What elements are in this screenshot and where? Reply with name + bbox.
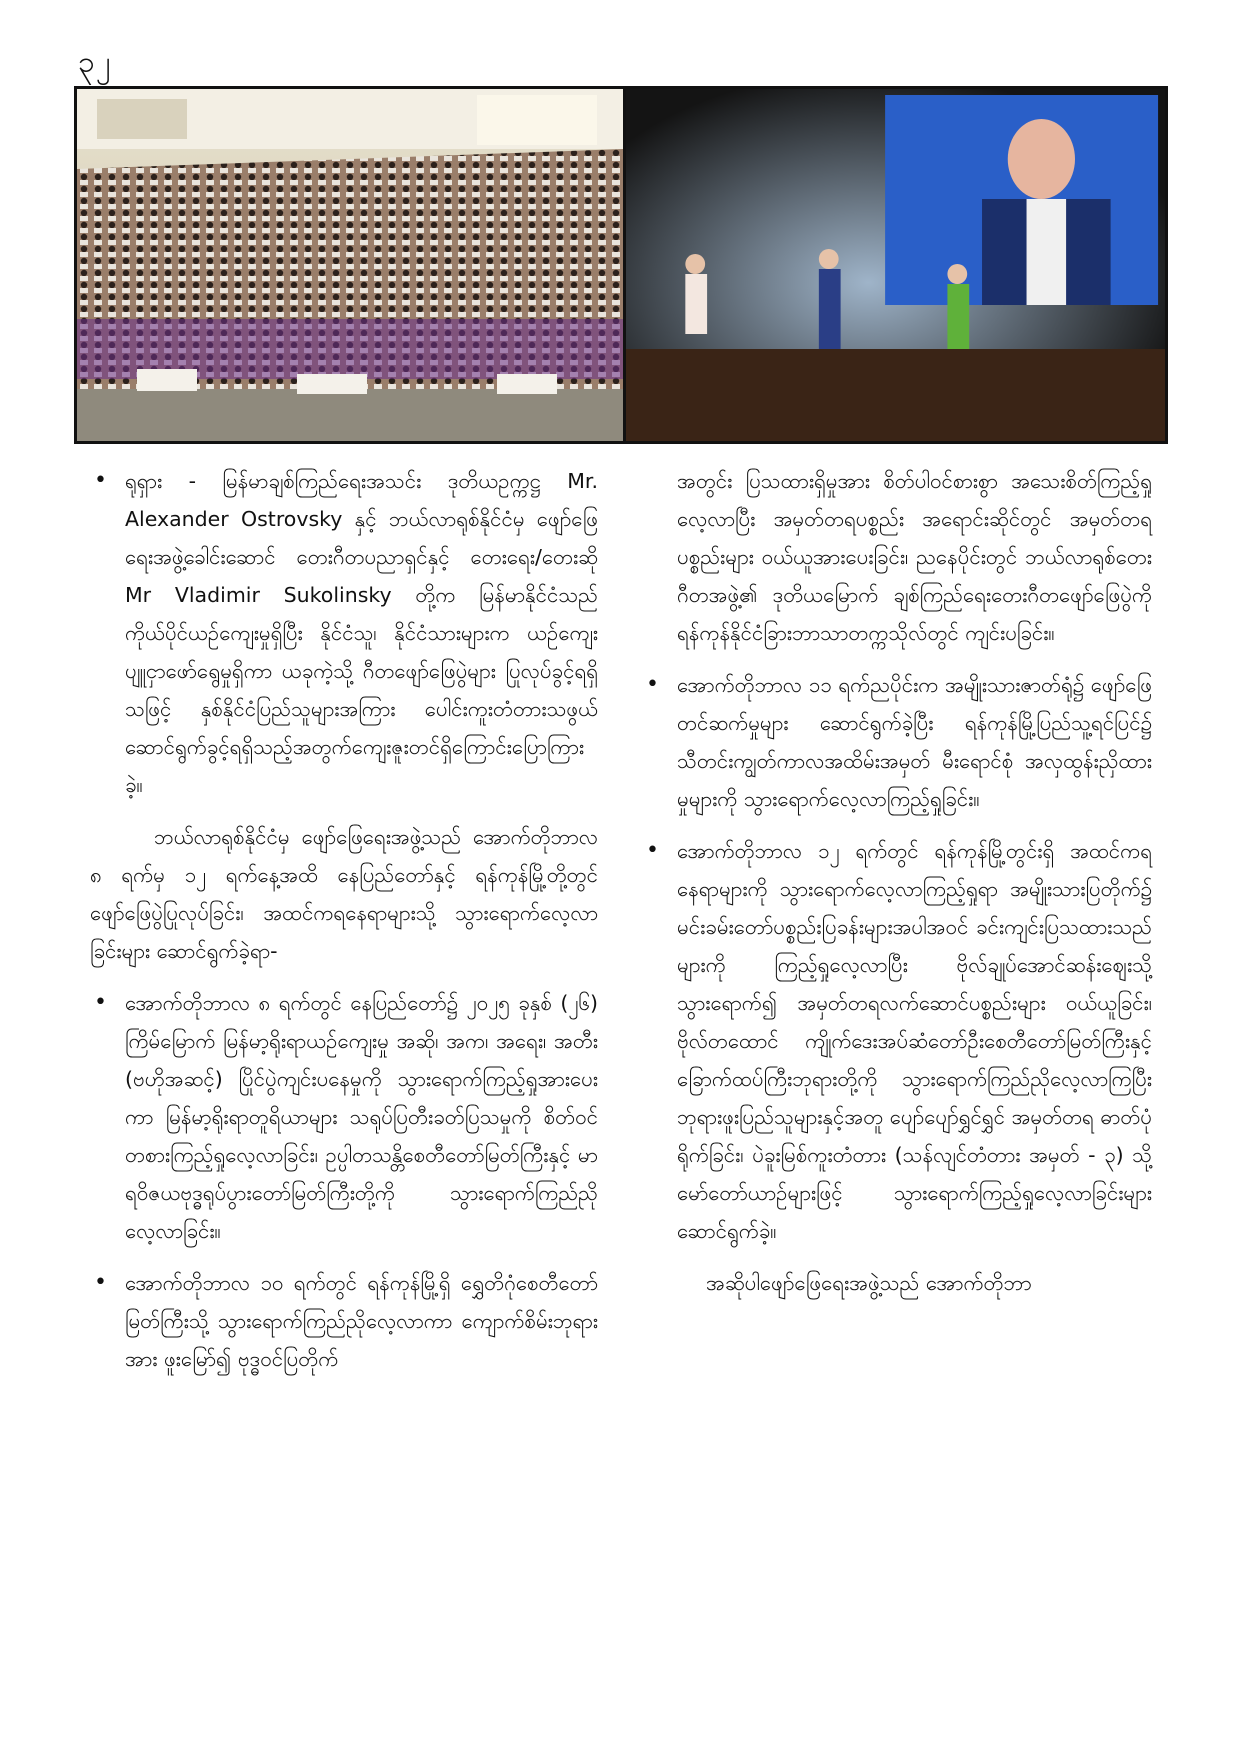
stage-performance-photo	[626, 89, 1165, 441]
bullet-paragraph: • အောက်တိုဘာလ ၁၂ ရက်တွင် ရန်ကုန်မြို့တွင်းရှိ အထင်ကရနေရာများကို သွားရောက်လေ့လာကြည့်ရှုရာ အမျိုးသားပြတိုက်၌ မင်းခမ်းတော်ပစ္စည်းပြခန်းများအပါအဝင် ခင်းကျင်းပြသထားသည်များကို ကြည့်ရှုလေ့လာပြီး ဗိုလ်ချုပ်အောင်ဆန်းဈေးသို့ သွားရောက်၍ အမှတ်တရလက်ဆောင်ပစ္စည်းများ ဝယ်ယူခြင်း၊ ဗိုလ်တထောင် ကျိုက်ဒေးအပ်ဆံတော်ဦးစေတီတော်မြတ်ကြီးနှင့် ခြောက်ထပ်ကြီးဘုရားတို့ကို သွားရောက်ကြည်ညိုလေ့လာကြပြီး ဘုရားဖူးပြည်သူများနှင့်အတူ ပျော်ပျော်ရွှင်ရွှင် အမှတ်တရ ဓာတ်ပုံရိုက်ခြင်း၊ ပဲခူးမြစ်ကူးတံတား (သန်လျင်တံတား အမှတ် - ၃) သို့ မော်တော်ယာဉ်များဖြင့် သွားရောက်ကြည့်ရှုလေ့လာခြင်းများ ဆောင်ရွက်ခဲ့။	[642, 832, 1152, 1250]
bullet-paragraph: • ရုရှား - မြန်မာချစ်ကြည်ရေးအသင်း ဒုတိယဥက္ကဋ္ဌ Mr. Alexander Ostrovsky နှင့် ဘယ်လာရုစ်နိုင်ငံမှ ဖျော်ဖြေရေးအဖွဲ့ခေါင်းဆောင် တေးဂီတပညာရှင်နှင့် တေးရေး/တေးဆို Mr Vladimir Sukolinsky တို့က မြန်မာနိုင်ငံသည် ကိုယ်ပိုင်ယဉ်ကျေးမှုရှိပြီး နိုင်ငံသူ၊ နိုင်ငံသားများက ယဉ်ကျေး ပျူငှာဖော်ရွေမှုရှိကာ ယခုကဲ့သို့ ဂီတဖျော်ဖြေပွဲများ ပြုလုပ်ခွင့်ရရှိသဖြင့် နှစ်နိုင်ငံပြည်သူများအကြား ပေါင်းကူးတံတားသဖွယ် ဆောင်ရွက်ခွင့်ရရှိသည့်အတွက်ကျေးဇူးတင်ရှိကြောင်းပြောကြားခဲ့။	[90, 462, 598, 804]
page-number: ၃၂	[78, 45, 112, 80]
bullet-paragraph: • အောက်တိုဘာလ ၁၀ ရက်တွင် ရန်ကုန်မြို့ရှိ ရွှေတိဂုံစေတီတော်မြတ်ကြီးသို့ သွားရောက်ကြည်ညိုလေ့လာကာ ကျောက်စိမ်းဘုရားအား ဖူးမြော်၍ ဗုဒ္ဓဝင်ပြတိုက်	[90, 1264, 598, 1378]
bullet-paragraph: • အောက်တိုဘာလ ၈ ရက်တွင် နေပြည်တော်၌ ၂၀၂၅ ခုနှစ် (၂၆) ကြိမ်မြောက် မြန်မာ့ရိုးရာယဉ်ကျေးမှု အဆို၊ အက၊ အရေး၊ အတီး (ဗဟိုအဆင့်) ပြိုင်ပွဲကျင်းပနေမှုကို သွားရောက်ကြည့်ရှုအားပေးကာ မြန်မာ့ရိုးရာတူရိယာများ သရုပ်ပြတီးခတ်ပြသမှုကို စိတ်ဝင်တစားကြည့်ရှုလေ့လာခြင်း၊ ဥပ္ပါတသန္တိစေတီတော်မြတ်ကြီးနှင့် မာရဝိဇယဗုဒ္ဓရုပ်ပွားတော်မြတ်ကြီးတို့ကို သွားရောက်ကြည်ညိုလေ့လာခြင်း။	[90, 984, 598, 1250]
left-column	[90, 462, 598, 1392]
body-paragraph: အဆိုပါဖျော်ဖြေရေးအဖွဲ့သည် အောက်တိုဘာ	[706, 1271, 1032, 1295]
audience-hall-photo	[77, 89, 626, 441]
body-paragraph: ဘယ်လာရုစ်နိုင်ငံမှ ဖျော်ဖြေရေးအဖွဲ့သည် အောက်တိုဘာလ ၈ ရက်မှ ၁၂ ရက်နေ့အထိ နေပြည်တော်နှင့် ရန်ကုန်မြို့တို့တွင် ဖျော်ဖြေပွဲပြုလုပ်ခြင်း၊ အထင်ကရနေရာများသို့ သွားရောက်လေ့လာခြင်းများ ဆောင်ရွက်ခဲ့ရာ-	[90, 825, 598, 963]
photo-strip	[74, 86, 1168, 444]
continued-paragraph: အတွင်း ပြသထားရှိမှုအား စိတ်ပါဝင်စားစွာ အသေးစိတ်ကြည့်ရှုလေ့လာပြီး အမှတ်တရပစ္စည်း အရောင်းဆိုင်တွင် အမှတ်တရပစ္စည်းများ ဝယ်ယူအားပေးခြင်း၊ ညနေပိုင်းတွင် ဘယ်လာရုစ်တေးဂီတအဖွဲ့၏ ဒုတိယမြောက် ချစ်ကြည်ရေးတေးဂီတဖျော်ဖြေပွဲကို ရန်ကုန်နိုင်ငံခြားဘာသာတက္ကသိုလ်တွင် ကျင်းပခြင်း။	[677, 469, 1152, 645]
right-column	[642, 462, 1152, 1316]
bullet-paragraph: • အောက်တိုဘာလ ၁၁ ရက်ညပိုင်းက အမျိုးသားဇာတ်ရုံ၌ ဖျော်ဖြေတင်ဆက်မှုများ ဆောင်ရွက်ခဲ့ပြီး ရန်ကုန်မြို့ပြည်သူ့ရင်ပြင်၌ သီတင်းကျွတ်ကာလအထိမ်းအမှတ် မီးရောင်စုံ အလှထွန်းညှိထားမှုများကို သွားရောက်လေ့လာကြည့်ရှုခြင်း။	[642, 666, 1152, 818]
